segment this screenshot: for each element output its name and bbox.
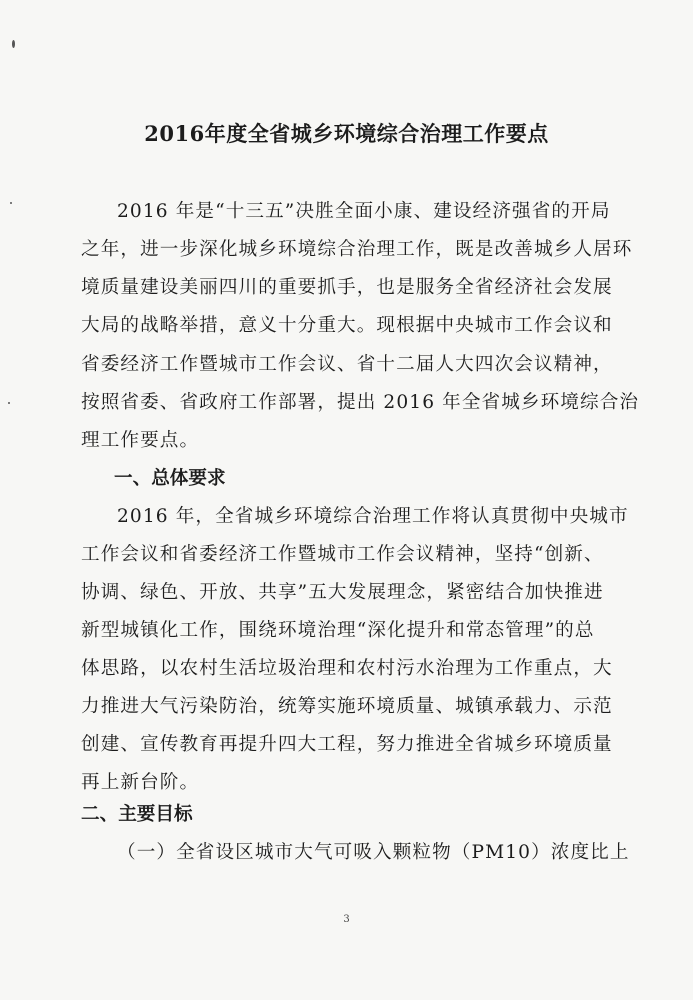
paragraph-line: （一）全省设区城市大气可吸入颗粒物（PM10）浓度比上 xyxy=(117,842,630,863)
paragraph-line: 2016 年，全省城乡环境综合治理工作将认真贯彻中央城市 xyxy=(117,506,629,527)
paragraph-line: 2016 年是“十三五”决胜全面小康、建设经济强省的开局 xyxy=(117,201,611,222)
paragraph-line: 之年，进一步深化城乡环境综合治理工作，既是改善城乡人居环 xyxy=(81,239,633,260)
paragraph-line: 按照省委、省政府工作部署，提出 2016 年全省城乡环境综合治 xyxy=(81,392,640,413)
section-heading-overall-requirements: 一、总体要求 xyxy=(114,468,226,489)
paragraph-line: 协调、绿色、开放、共享”五大发展理念，紧密结合加快推进 xyxy=(81,582,604,603)
scan-speck xyxy=(12,40,15,48)
scan-speck xyxy=(10,202,12,204)
paragraph-line: 境质量建设美丽四川的重要抓手，也是服务全省经济社会发展 xyxy=(81,277,613,298)
section-heading-main-goals: 二、主要目标 xyxy=(81,804,193,825)
paragraph-line: 省委经济工作暨城市工作会议、省十二届人大四次会议精神， xyxy=(81,354,613,375)
page-number: 3 xyxy=(343,914,350,925)
paragraph-line: 新型城镇化工作，围绕环境治理“深化提升和常态管理”的总 xyxy=(81,620,595,641)
scan-speck xyxy=(8,402,10,404)
paragraph-line: 力推进大气污染防治，统筹实施环境质量、城镇承载力、示范 xyxy=(81,696,613,717)
paragraph-line: 工作会议和省委经济工作暨城市工作会议精神，坚持“创新、 xyxy=(81,544,604,565)
paragraph-line: 大局的战略举措，意义十分重大。现根据中央城市工作会议和 xyxy=(81,315,613,336)
paragraph-line: 创建、宣传教育再提升四大工程，努力推进全省城乡环境质量 xyxy=(81,734,613,755)
paragraph-line: 理工作要点。 xyxy=(81,430,200,451)
paragraph-line: 再上新台阶。 xyxy=(81,772,200,793)
document-title: 2016年度全省城乡环境综合治理工作要点 xyxy=(144,121,549,146)
paragraph-line: 体思路，以农村生活垃圾治理和农村污水治理为工作重点，大 xyxy=(81,658,613,679)
